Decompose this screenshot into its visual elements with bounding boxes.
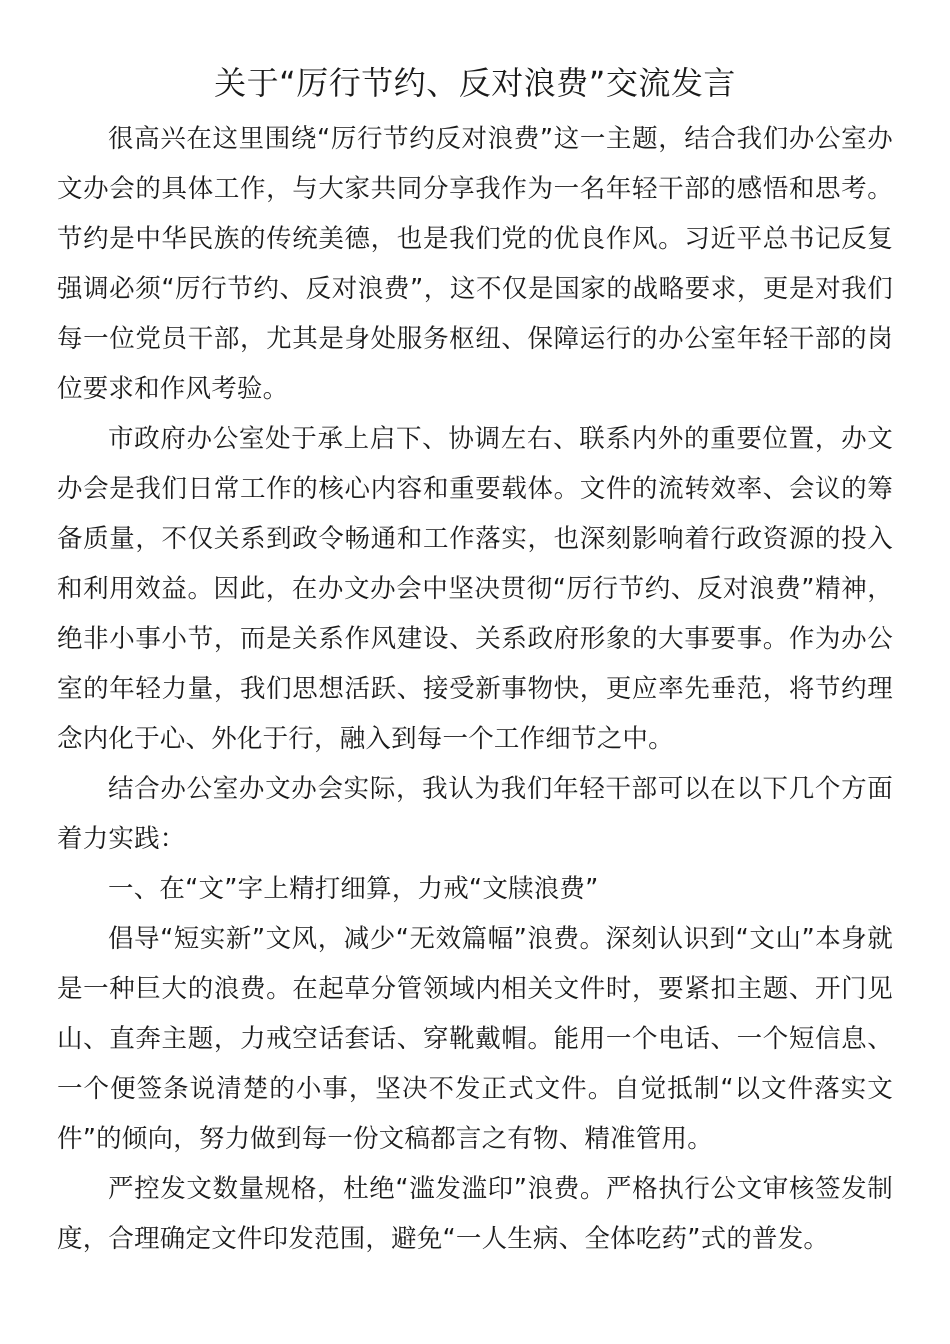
- paragraph-writing-style: 倡导“短实新”文风，减少“无效篇幅”浪费。深刻认识到“文山”本身就是一种巨大的浪费。在起草分管领域内相关文件时，要紧扣主题、开门见山、直奔主题，力戒空话套话、穿靴戴帽。能用一个电话、一个短信息、一个便签条说清楚的小事，坚决不发正式文件。自觉抵制“以文件落实文件”的倾向，努力做到每一份文稿都言之有物、精准管用。: [57, 924, 893, 1154]
- section-heading-1: 一、在“文”字上精打细算，力戒“文牍浪费”: [108, 874, 599, 904]
- paragraph-practice-lead: 结合办公室办文办会实际，我认为我们年轻干部可以在以下几个方面着力实践：: [57, 774, 893, 854]
- paragraph-office-role: 市政府办公室处于承上启下、协调左右、联系内外的重要位置，办文办会是我们日常工作的核心内容和重要载体。文件的流转效率、会议的筹备质量，不仅关系到政令畅通和工作落实，也深刻影响着行政资源的投入和利用效益。因此，在办文办会中坚决贯彻“厉行节约、反对浪费”精神，绝非小事小节，而是关系作风建设、关系政府形象的大事要事。作为办公室的年轻力量，我们思想活跃、接受新事物快，更应率先垂范，将节约理念内化于心、外化于行，融入到每一个工作细节之中。: [57, 424, 893, 754]
- document-title: 关于“厉行节约、反对浪费”交流发言: [214, 64, 736, 102]
- paragraph-document-control: 严控发文数量规格，杜绝“滥发滥印”浪费。严格执行公文审核签发制度，合理确定文件印发范围，避免“一人生病、全体吃药”式的普发。: [57, 1174, 893, 1254]
- paragraph-intro: 很高兴在这里围绕“厉行节约反对浪费”这一主题，结合我们办公室办文办会的具体工作，与大家共同分享我作为一名年轻干部的感悟和思考。节约是中华民族的传统美德，也是我们党的优良作风。习近平总书记反复强调必须“厉行节约、反对浪费”，这不仅是国家的战略要求，更是对我们每一位党员干部，尤其是身处服务枢纽、保障运行的办公室年轻干部的岗位要求和作风考验。: [57, 124, 893, 404]
- document-body: [57, 114, 893, 1264]
